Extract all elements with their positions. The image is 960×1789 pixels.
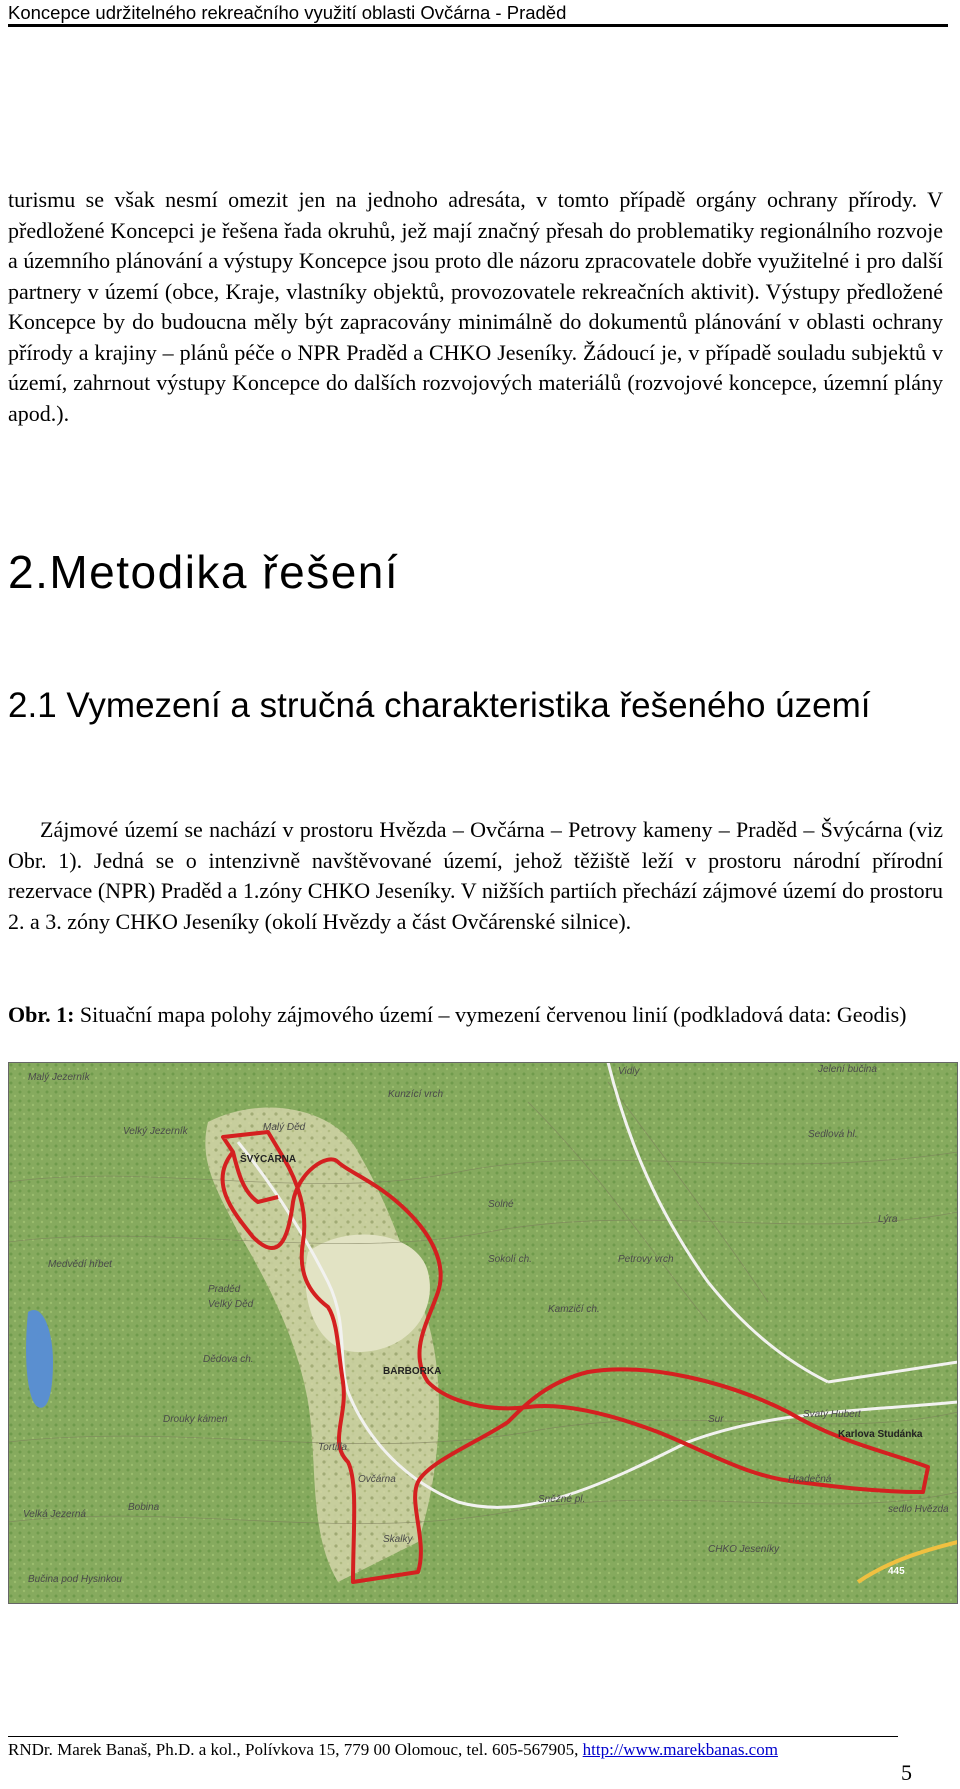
map-label-solne: Solné	[488, 1199, 514, 1210]
map-label-road-445: 445	[888, 1566, 905, 1577]
map-label-dedova: Dědova ch.	[203, 1354, 254, 1365]
subsection-heading: 2.1 Vymezení a stručná charakteristika řešeného území	[8, 686, 871, 725]
forest-background	[8, 1062, 958, 1604]
map-label-kamzici: Kamzičí ch.	[548, 1304, 600, 1315]
map-label-sedlova: Sedlová hl.	[808, 1129, 858, 1140]
map-label-praded: Praděd	[208, 1284, 241, 1295]
footer-text: RNDr. Marek Banaš, Ph.D. a kol., Polívkova 15, 779 00 Olomouc, tel. 605-567905,	[8, 1740, 583, 1759]
map-label-sneznik: Sněžné pl.	[538, 1494, 586, 1505]
figure-caption	[8, 1000, 943, 1030]
map-label-sokoli: Sokolí ch.	[488, 1254, 532, 1265]
map-label-ovcarna: Ovčárna	[358, 1474, 396, 1485]
map-label-chko: CHKO Jeseníky	[708, 1544, 780, 1555]
section-heading: 2.Metodika řešení	[8, 546, 400, 598]
map-label-hradecna: Hradečná	[788, 1474, 832, 1485]
page-number: 5	[901, 1760, 912, 1785]
map-label-skaly: Skalky	[383, 1534, 413, 1545]
map-label-velky-ded: Velký Děd	[208, 1299, 254, 1310]
map-label-torzo: Tortilla	[318, 1442, 348, 1453]
map-label-petrovy: Petrovy vrch	[618, 1254, 674, 1265]
map-label-lyra: Lýra	[878, 1214, 898, 1225]
intro-paragraph: turismu se však nesmí omezit jen na jednoho adresáta, v tomto případě orgány ochrany přírody. V předložené Koncepci je řešena řada okruhů, jež mají značný přesah do problematiky regionálního rozvoje a územního plánování a výstupy Koncepce jsou proto dle názoru zpracovatele dobře využitelné i pro další partnery v území (obce, Kraje, vlastníky objektů, provozovatele rekreačních aktivit). Výstupy předložené Koncepce by do budoucna měly být zapracovány minimálně do dokumentů plánování v oblasti ochrany přírody a krajiny – plánů péče o NPR Praděd a CHKO Jeseníky. Žádoucí je, v případě souladu subjektů v území, zahrnout výstupy Koncepce do dalších rozvojových materiálů (rozvojové koncepce, územní plány apod.).	[8, 187, 943, 426]
map-label-medvedi: Medvědí hřbet	[48, 1259, 112, 1270]
page-header	[8, 0, 948, 27]
map-label-velky-jezernik: Velký Jezerník	[123, 1126, 188, 1137]
document-title: Koncepce udržitelného rekreačního využití oblasti Ovčárna - Praděd	[8, 2, 567, 23]
map-label-drouky: Drouky kámen	[163, 1414, 228, 1425]
footer-link[interactable]: http://www.marekbanas.com	[582, 1740, 778, 1759]
map-label-jeleni-bucina: Jelení bučina	[818, 1064, 877, 1075]
map-label-velka-jezerna: Velká Jezerná	[23, 1509, 86, 1520]
situation-map	[8, 1062, 958, 1604]
map-label-sur: Sur	[708, 1414, 724, 1425]
map-label-bobina: Bobina	[128, 1502, 160, 1513]
map-label-karlova: Karlova Studánka	[838, 1429, 923, 1440]
map-label-bucina: Bučina pod Hysinkou	[28, 1574, 122, 1585]
map-label-svycarna: ŠVÝCÁRNA	[240, 1154, 297, 1165]
map-label-svaty-hubert: Svatý Hubert	[803, 1409, 861, 1420]
header-rule	[8, 24, 948, 27]
map-label-kunzici-vrch: Kunzící vrch	[388, 1089, 444, 1100]
figure-label: Obr. 1:	[8, 1002, 75, 1027]
map-label-barborka: BARBORKA	[383, 1366, 442, 1377]
map-graphic	[8, 1062, 958, 1604]
page-footer	[8, 1740, 778, 1760]
map-label-sedlo: sedlo Hvězda	[888, 1504, 949, 1515]
area-paragraph: Zájmové území se nachází v prostoru Hvězda – Ovčárna – Petrovy kameny – Praděd – Švýcárna (viz Obr. 1). Jedná se o intenzivně navštěvované území, jehož těžiště leží v prostoru národní přírodní rezervace (NPR) Praděd a 1.zóny CHKO Jeseníky. V nižších partiích přechází zájmové území do prostoru 2. a 3. zóny CHKO Jeseníky (okolí Hvězdy a část Ovčárenské silnice).	[8, 817, 943, 934]
footer-rule	[8, 1736, 898, 1737]
map-label-maly-jezernik: Malý Jezerník	[28, 1072, 90, 1083]
map-label-vidly: Vidly	[618, 1066, 640, 1077]
figure-caption-text: Situační mapa polohy zájmového území – vymezení červenou linií (podkladová data: Geodis)	[74, 1002, 907, 1027]
map-label-maly-ded: Malý Děd	[263, 1122, 306, 1133]
